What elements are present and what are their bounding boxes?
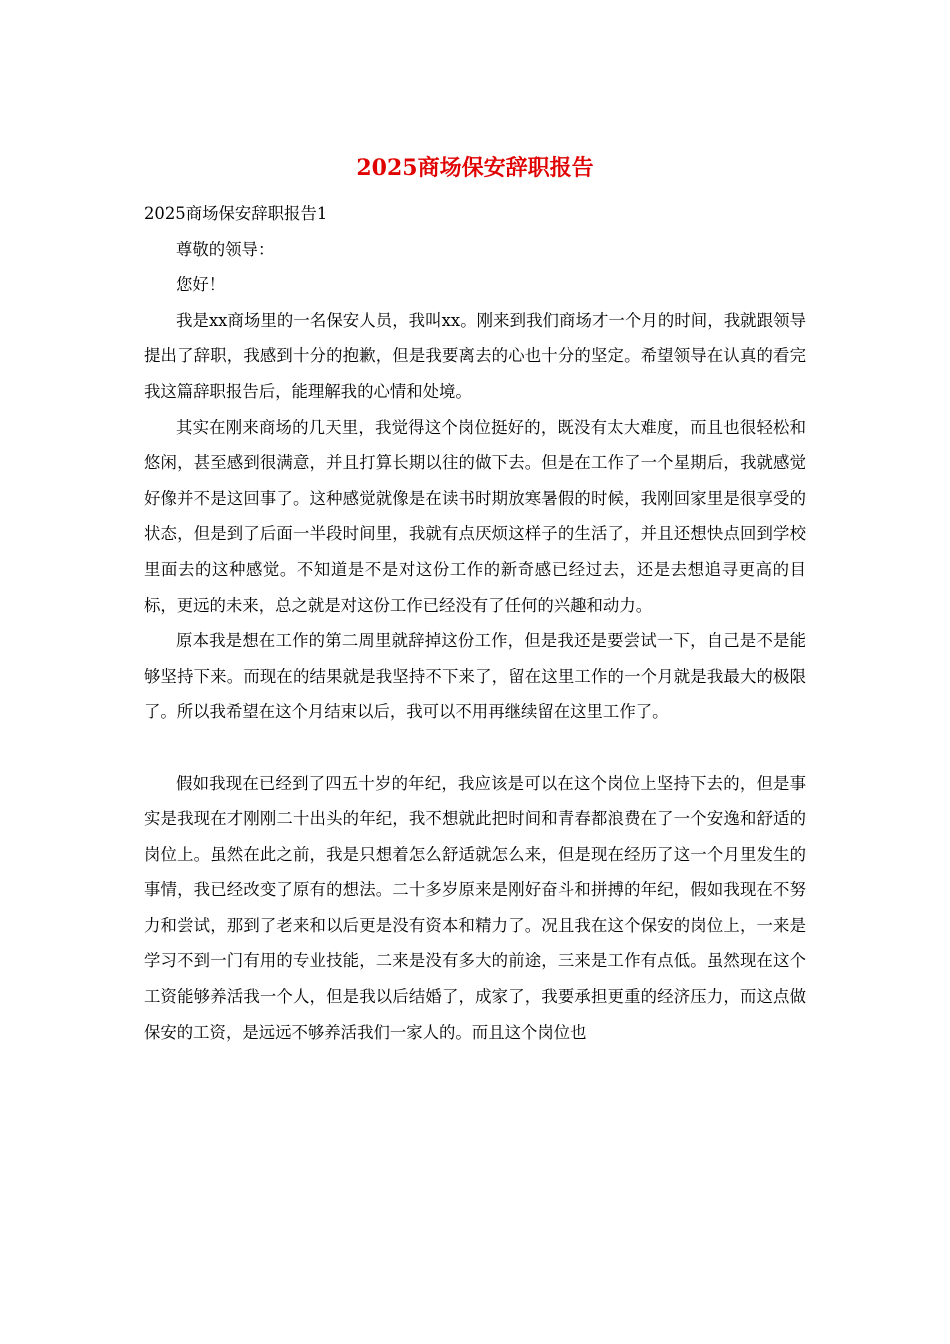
section-heading: 2025商场保安辞职报告1 [144, 204, 328, 223]
paragraph: 假如我现在已经到了四五十岁的年纪，我应该是可以在这个岗位上坚持下去的，但是事实是我现在才刚刚二十出头的年纪，我不想就此把时间和青春都浪费在了一个安逸和舒适的岗位上。虽然在此之前，我是只想着怎么舒适就怎么来，但是现在经历了这一个月里发生的事情，我已经改变了原有的想法。二十多岁原来是刚好奋斗和拼搏的年纪，假如我现在不努力和尝试，那到了老来和以后更是没有资本和精力了。况且我在这个保安的岗位上，一来是学习不到一门有用的专业技能，二来是没有多大的前途，三来是工作有点低。虽然现在这个工资能够养活我一个人，但是我以后结婚了，成家了，我要承担更重的经济压力，而这点做保安的工资，是远远不够养活我们一家人的。而且这个岗位也 [144, 773, 806, 1042]
document-body [144, 196, 806, 1050]
greeting: 您好！ [176, 275, 226, 295]
paragraph-spacer [144, 730, 806, 766]
paragraph: 其实在刚来商场的几天里，我觉得这个岗位挺好的，既没有太大难度，而且也很轻松和悠闲，甚至感到很满意，并且打算长期以往的做下去。但是在工作了一个星期后，我就感觉好像并不是这回事了。这种感觉就像是在读书时期放寒暑假的时候，我刚回家里是很享受的状态，但是到了后面一半段时间里，我就有点厌烦这样子的生活了，并且还想快点回到学校里面去的这种感觉。不知道是不是对这份工作的新奇感已经过去，还是去想追寻更高的目标，更远的未来，总之就是对这份工作已经没有了任何的兴趣和动力。 [144, 417, 806, 615]
salutation: 尊敬的领导： [176, 239, 275, 259]
document-title: 2025商场保安辞职报告 [356, 155, 594, 181]
paragraph: 原本我是想在工作的第二周里就辞掉这份工作，但是我还是要尝试一下，自己是不是能够坚持下来。而现在的结果就是我坚持不下来了，留在这里工作的一个月就是我最大的极限了。所以我希望在这个月结束以后，我可以不用再继续留在这里工作了。 [144, 631, 806, 722]
paragraph: 我是xx商场里的一名保安人员，我叫xx。刚来到我们商场才一个月的时间，我就跟领导提出了辞职，我感到十分的抱歉，但是我要离去的心也十分的坚定。希望领导在认真的看完我这篇辞职报告后，能理解我的心情和处境。 [144, 310, 806, 401]
